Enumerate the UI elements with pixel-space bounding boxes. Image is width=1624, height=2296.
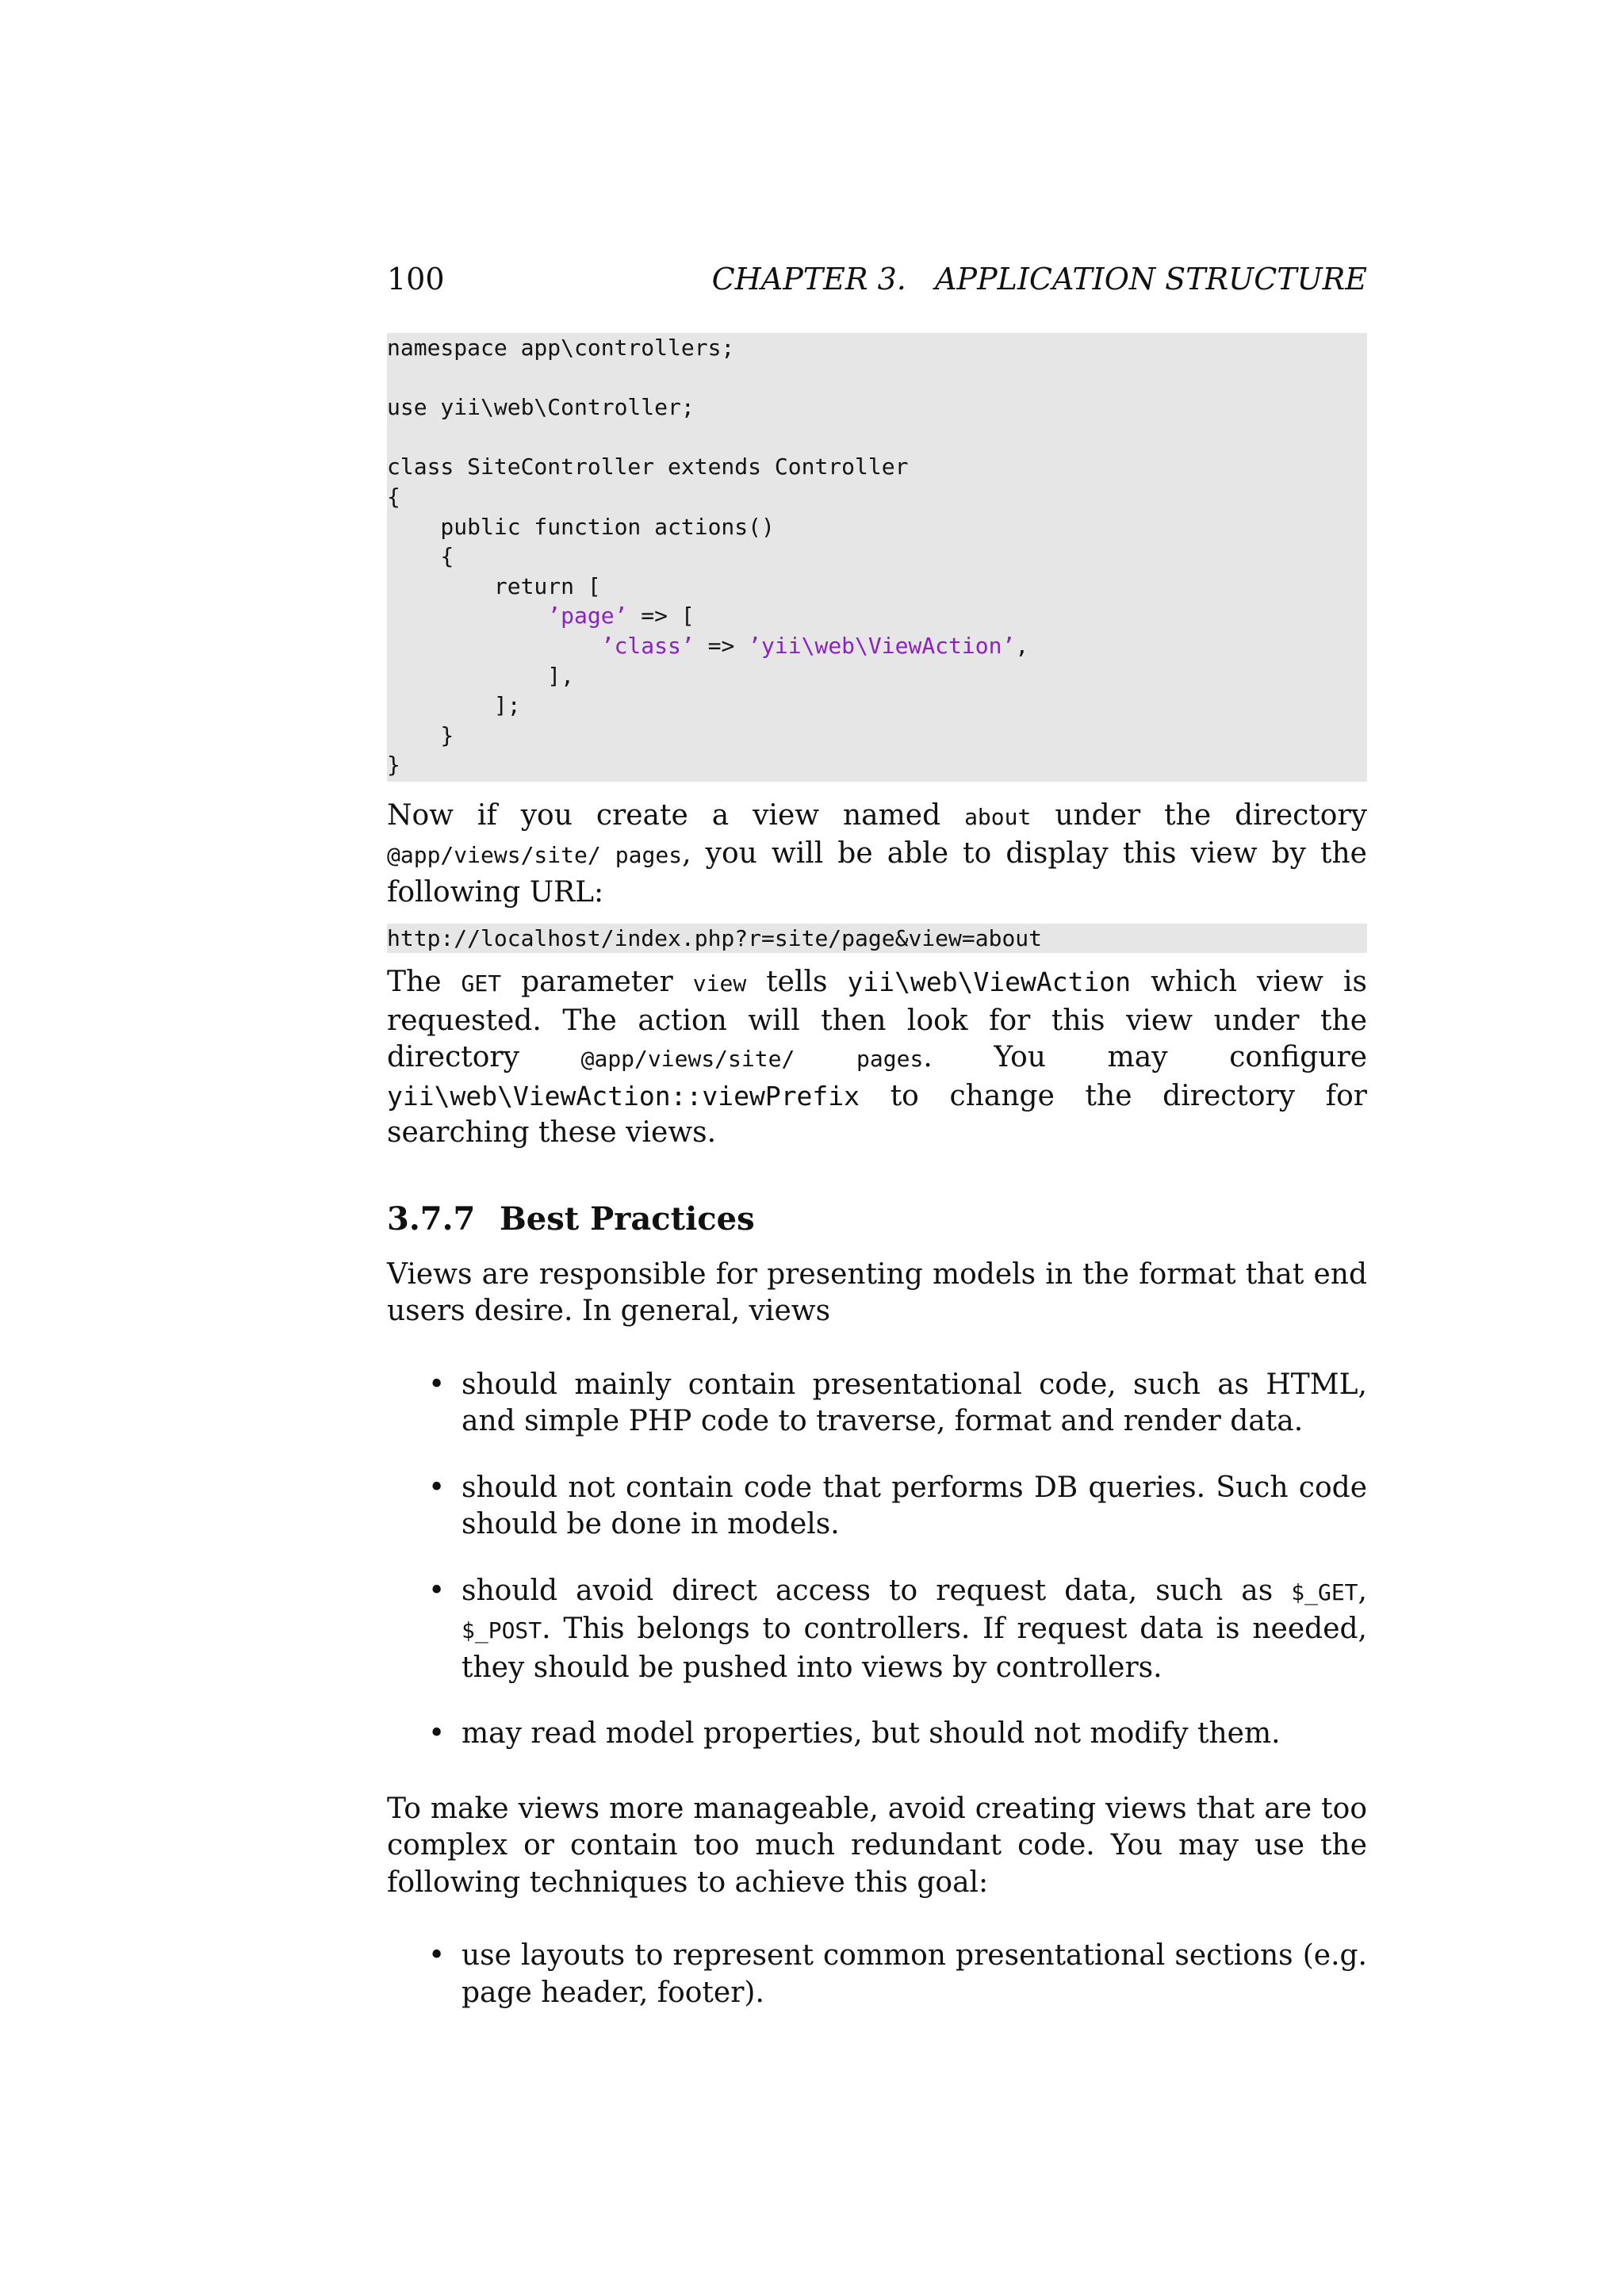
code-line: class SiteController extends Controller [387,453,909,480]
running-header [387,262,1367,297]
inline-code: GET [461,970,502,997]
code-line: ’page’ => [ [547,603,695,629]
code-line: } [387,721,454,748]
bullet-icon: • [428,1471,446,1504]
code-line [387,363,1367,393]
section-number: 3.7.7 [387,1200,476,1238]
inline-code: view [692,970,747,997]
list-item: • should avoid direct access to request data, such as $_GET, $_POST. This belongs to controllers. If request data is needed, they should be pushed into views by controllers. [428,1574,1367,1684]
document-page [387,262,1367,2011]
paragraph-views-intro: Views are responsible for presenting models in the format that end users desire. In general, views [387,1257,1367,1328]
code-line: public function actions() [387,513,775,540]
code-line: namespace app\controllers; [387,335,735,361]
bullet-icon: • [428,1939,446,1973]
inline-code: @app/views/site/ [580,1046,795,1073]
code-line: ’class’ => ’yii\web\ViewAction’, [600,632,1029,659]
paragraph-view-url-intro: Now if you create a view named about under the directory @app/views/site/ pages, you will be able to display this view by the following URL: [387,798,1367,909]
list-item: • use layouts to represent common presentational sections (e.g. page header, footer). [428,1939,1367,2009]
string-literal: ’yii\web\ViewAction’ [748,632,1016,659]
string-literal: ’page’ [547,603,628,629]
techniques-list [387,1938,1367,2011]
bullet-icon: • [428,1717,446,1751]
paragraph-manageable-views: To make views more manageable, avoid creating views that are too complex or contain too much redundant code. You may use the following techniques to achieve this goal: [387,1792,1367,1899]
inline-code: pages [615,842,683,869]
inline-code: about [964,803,1032,830]
code-line: ], [387,662,575,689]
section-heading [387,1200,1367,1239]
page-number: 100 [387,262,445,297]
list-item: • may read model properties, but should not modify them. [387,1716,1367,1753]
code-line [387,423,1367,453]
url-code-block: http://localhost/index.php?r=site/page&view=about [387,924,1367,953]
string-literal: ’class’ [600,632,695,659]
inline-code: $_POST [462,1617,542,1644]
inline-code: yii\web\ViewAction [847,966,1132,998]
inline-code: pages [856,1046,924,1073]
inline-code: yii\web\ViewAction::viewPrefix [387,1080,860,1112]
list-item: • should not contain code that performs DB queries. Such code should be done in models. [428,1471,1367,1541]
code-line: { [387,483,400,510]
code-line: use yii\web\Controller; [387,394,695,421]
code-line: return [ [387,572,601,599]
bullet-icon: • [428,1574,446,1607]
code-line: { [387,543,454,570]
inline-code: @app/views/site/ [387,842,601,869]
code-block [387,333,1367,782]
chapter-title: CHAPTER 3. APPLICATION STRUCTURE [711,262,1367,297]
inline-code: $_GET [1291,1578,1358,1605]
best-practices-list [387,1367,1367,1753]
list-item: • should mainly contain presentational code, such as HTML, and simple PHP code to traverse, format and render data. [428,1368,1367,1438]
code-line: ]; [387,692,521,719]
code-line: } [387,752,400,779]
paragraph-get-parameter: The GET parameter view tells yii\web\ViewAction which view is requested. The action will then look for this view under the directory @app/views/site/ pages. You may configure yii\web\ViewAction::viewPrefix to change the directory for searching these views. [387,966,1367,1150]
bullet-icon: • [428,1368,446,1401]
section-title: Best Practices [500,1200,755,1238]
